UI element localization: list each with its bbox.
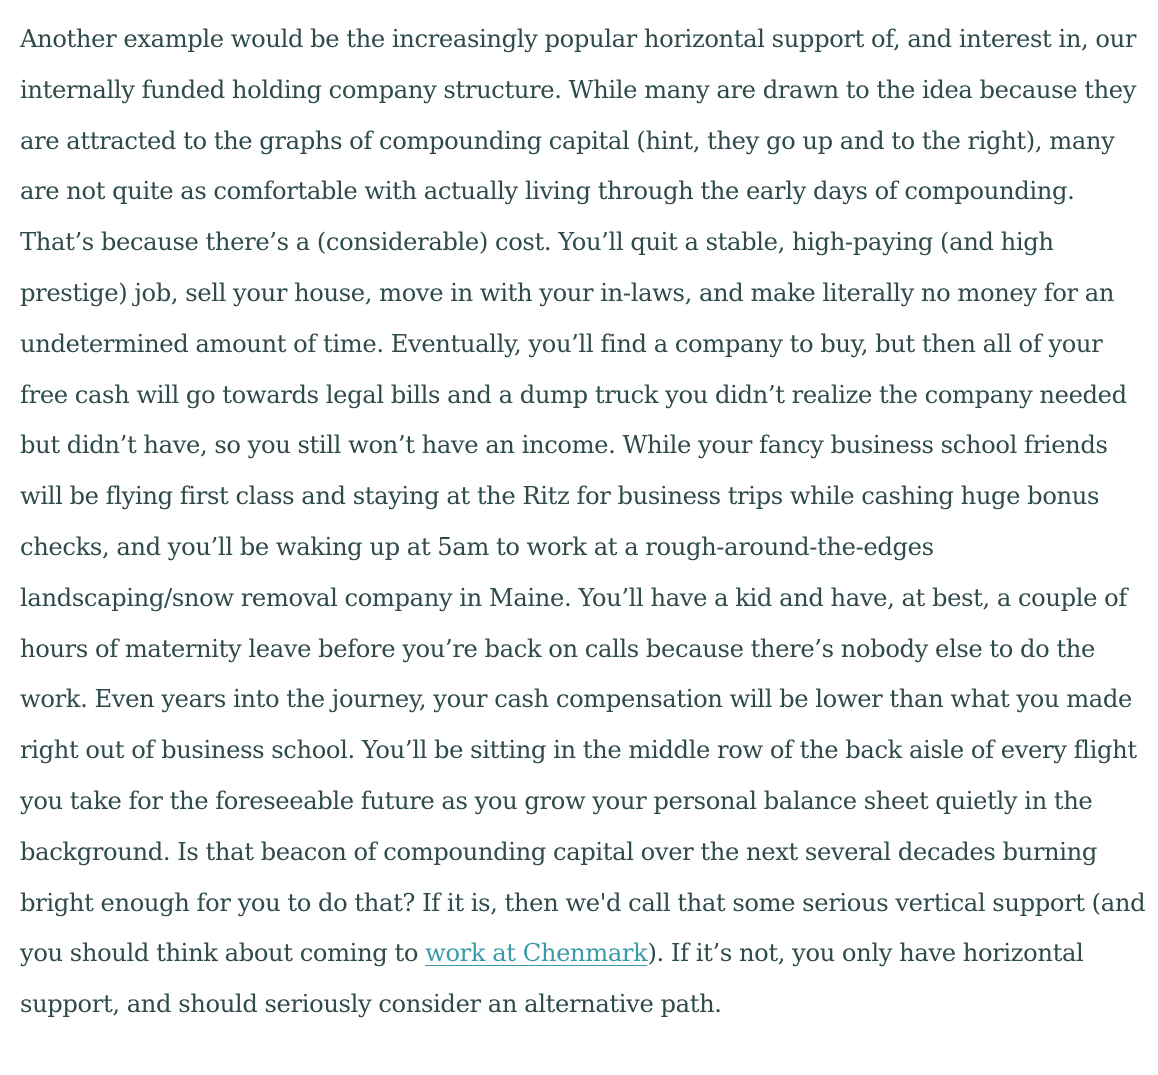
paragraph-text-end: ). If it’s not, you only have horizontal support, and should seriously consider an alternative path. [20, 939, 1084, 1019]
article-paragraph [20, 14, 1146, 1030]
work-at-chenmark-link[interactable]: work at Chenmark [425, 939, 648, 968]
paragraph-text-start: Another example would be the increasingly popular horizontal support of, and interest in, our internally funded holding company structure. While many are drawn to the idea because they are attracted to the graphs of compounding capital (hint, they go up and to the right), many are not quite as comfortable with actually living through the early days of compounding. That’s because there’s a (considerable) cost. You’ll quit a stable, high-paying (and high prestige) job, sell your house, move in with your in-laws, and make literally no money for an undetermined amount of time. Eventually, you’ll find a company to buy, but then all of your free cash will go towards legal bills and a dump truck you didn’t realize the company needed but didn’t have, so you still won’t have an income. While your fancy business school friends will be flying first class and staying at the Ritz for business trips while cashing huge bonus checks, and you’ll be waking up at 5am to work at a rough-around-the-edges landscaping/snow removal company in Maine. You’ll have a kid and have, at best, a couple of hours of maternity leave before you’re back on calls because there’s nobody else to do the work. Even years into the journey, your cash compensation will be lower than what you made right out of business school. You’ll be sitting in the middle row of the back aisle of every flight you take for the foreseeable future as you grow your personal balance sheet quietly in the background. Is that beacon of compounding capital over the next several decades burning bright enough for you to do that? If it is, then we'd call that some serious vertical support (and you should think about coming to [20, 25, 1146, 968]
